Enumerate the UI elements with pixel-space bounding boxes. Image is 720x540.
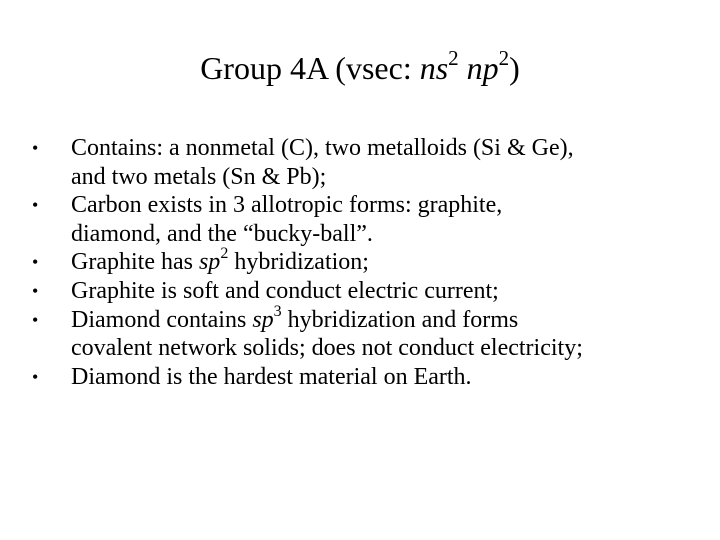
bullet-item [30,191,690,248]
slide-title [0,48,720,88]
bullet-icon: • [32,252,39,273]
bullet-text-line: Carbon exists in 3 allotropic forms: graphite, [71,192,503,219]
hybridization-superscript: 2 [220,245,229,263]
bullet-text: hybridization; [228,249,369,276]
bullet-text: Diamond contains [71,306,253,333]
title-np-superscript: 2 [498,46,510,71]
bullet-text: hybridization and forms [281,306,519,333]
bullet-text-line: Contains: a nonmetal (C), two metalloids (Si & Ge), [71,135,574,161]
bullet-list [30,134,690,391]
hybridization-superscript: 3 [273,302,282,320]
title-space [459,50,467,86]
bullet-icon: • [32,195,39,216]
title-np: np [466,50,499,86]
title-ns: ns [419,50,449,86]
bullet-item [30,134,690,191]
bullet-text-line: diamond, and the “bucky-ball”. [71,220,373,247]
bullet-text-line: covalent network solids; does not conduct electricity; [71,335,583,362]
title-suffix: ) [509,50,520,86]
bullet-item [30,363,690,392]
bullet-icon: • [32,280,39,301]
hybridization-term: sp [252,306,274,333]
bullet-item [30,302,690,363]
title-ns-superscript: 2 [448,46,459,71]
bullet-item [30,245,690,277]
bullet-icon: • [32,138,39,158]
bullet-text: Graphite has [71,249,199,276]
bullet-icon: • [32,366,39,387]
hybridization-term: sp [198,249,221,276]
bullet-text-line: and two metals (Sn & Pb); [71,163,327,190]
bullet-item [30,277,690,306]
bullet-icon: • [32,309,39,330]
bullet-text: Diamond is the hardest material on Earth. [71,363,472,390]
title-prefix: Group 4A (vsec: [200,50,420,86]
bullet-text: Graphite is soft and conduct electric current; [71,277,499,304]
